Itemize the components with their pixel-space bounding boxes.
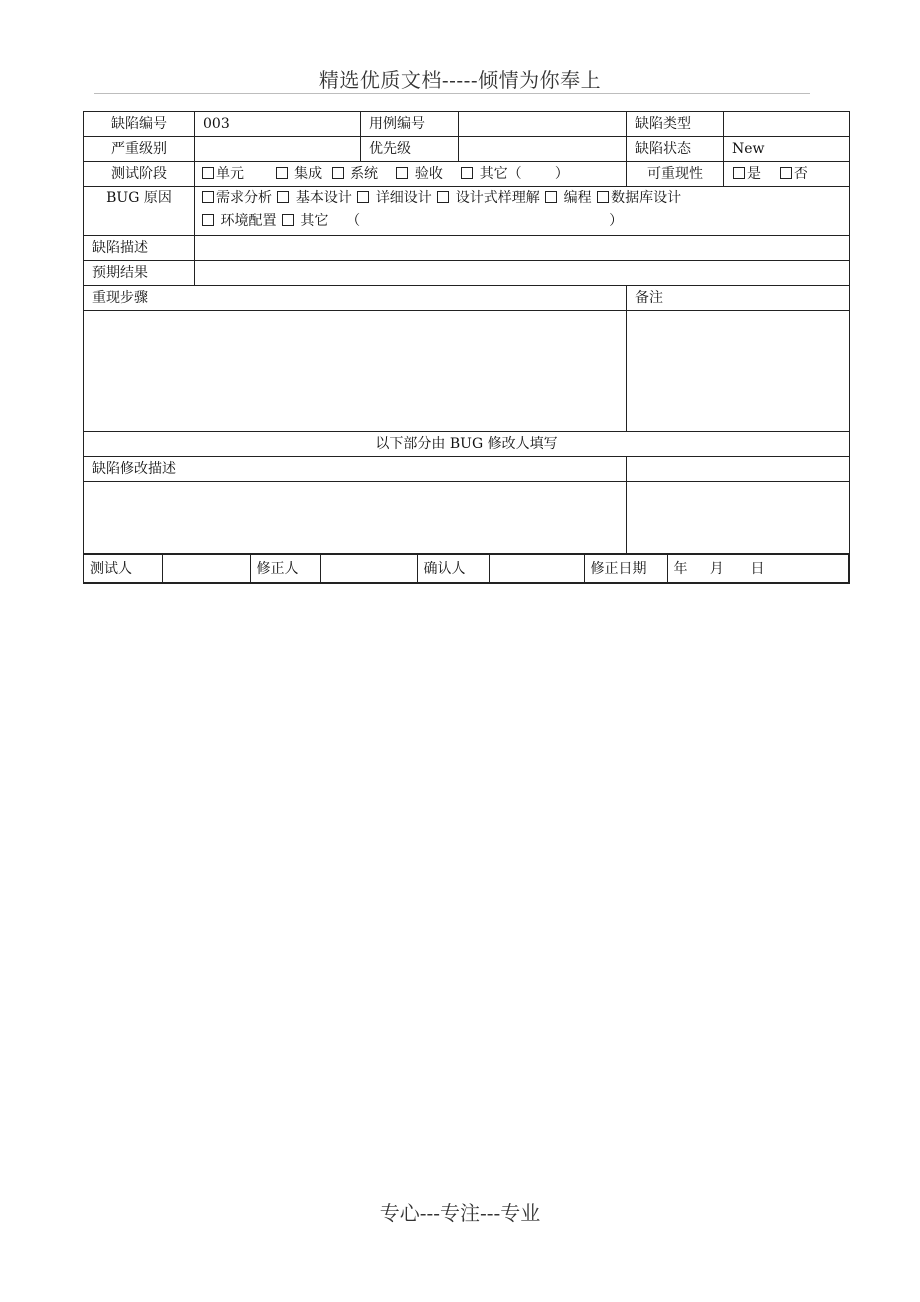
confirmer-label: 确认人 [417, 555, 489, 583]
checkbox-icon [545, 191, 557, 203]
row-test-stage [84, 162, 850, 187]
case-no-label: 用例编号 [361, 112, 459, 137]
case-no-field[interactable] [459, 112, 627, 137]
fix-desc-label: 缺陷修改描述 [84, 457, 627, 482]
checkbox-icon [276, 167, 288, 179]
cause-spec-understanding[interactable]: 设计式样理解 [436, 190, 539, 206]
checkbox-icon [277, 191, 289, 203]
checkbox-icon [202, 167, 214, 179]
checkbox-icon [332, 167, 344, 179]
stage-system[interactable]: 系统 [331, 166, 380, 182]
fix-remarks-header [627, 457, 850, 482]
checkbox-icon [461, 167, 473, 179]
checkbox-icon [733, 167, 745, 179]
header-rule [94, 93, 810, 94]
fix-date-label: 修正日期 [584, 555, 667, 583]
row-steps-header [84, 286, 850, 311]
fix-desc-field[interactable] [84, 482, 627, 554]
defect-type-field[interactable] [724, 112, 850, 137]
page-footer: 专心---专注---专业 [379, 1201, 541, 1225]
confirmer-field[interactable] [489, 555, 584, 583]
checkbox-icon [282, 214, 294, 226]
checkbox-icon [202, 191, 214, 203]
checkbox-icon [597, 191, 609, 203]
priority-label: 优先级 [361, 137, 459, 162]
row-description [84, 236, 850, 261]
defect-report-form [83, 111, 850, 584]
repro-no[interactable]: 否 [779, 166, 808, 182]
checkbox-icon [396, 167, 408, 179]
repro-options [724, 162, 850, 187]
defect-type-label: 缺陷类型 [627, 112, 724, 137]
row-expected [84, 261, 850, 286]
cause-other-open: （ [346, 213, 361, 229]
stage-other[interactable]: 其它（ ） [460, 166, 571, 182]
row-fix-body [84, 482, 850, 554]
remarks-field[interactable] [627, 311, 850, 432]
tester-field[interactable] [162, 555, 250, 583]
description-label: 缺陷描述 [84, 236, 195, 261]
severity-field[interactable] [195, 137, 361, 162]
expected-field[interactable] [195, 261, 850, 286]
checkbox-icon [437, 191, 449, 203]
row-section-note [84, 432, 850, 457]
steps-label: 重现步骤 [84, 286, 627, 311]
repro-label: 可重现性 [627, 162, 724, 187]
defect-no-label: 缺陷编号 [84, 112, 195, 137]
cause-other[interactable]: 其它 [281, 213, 328, 229]
row-fix-header [84, 457, 850, 482]
date-year: 年 [673, 560, 688, 577]
checkbox-icon [357, 191, 369, 203]
fixer-field[interactable] [320, 555, 417, 583]
checkbox-icon [202, 214, 214, 226]
cause-environment[interactable]: 环境配置 [201, 213, 276, 229]
row-bug-cause [84, 187, 850, 236]
test-stage-options [195, 162, 627, 187]
cause-detailed-design[interactable]: 详细设计 [356, 190, 431, 206]
page-header: 精选优质文档-----倾情为你奉上 [318, 68, 602, 92]
signature-row [84, 554, 849, 583]
fix-date-field[interactable] [667, 555, 849, 583]
section-note: 以下部分由 BUG 修改人填写 [84, 432, 850, 457]
steps-field[interactable] [84, 311, 627, 432]
remarks-label: 备注 [627, 286, 850, 311]
date-day: 日 [750, 560, 765, 577]
bug-cause-label: BUG 原因 [84, 187, 195, 236]
cause-other-close: ） [609, 213, 624, 229]
stage-acceptance[interactable]: 验收 [395, 166, 444, 182]
bug-cause-options [195, 187, 850, 236]
cause-requirements[interactable]: 需求分析 [201, 190, 272, 206]
row-steps-body [84, 311, 850, 432]
fix-remarks-field[interactable] [627, 482, 850, 554]
row-severity [84, 137, 850, 162]
cause-coding[interactable]: 编程 [544, 190, 591, 206]
repro-yes[interactable]: 是 [732, 166, 761, 182]
stage-integration[interactable]: 集成 [275, 166, 324, 182]
checkbox-icon [780, 167, 792, 179]
date-month: 月 [709, 560, 724, 577]
test-stage-label: 测试阶段 [84, 162, 195, 187]
stage-unit[interactable]: 单元 [201, 166, 246, 182]
row-signatures [84, 554, 850, 584]
status-label: 缺陷状态 [627, 137, 724, 162]
status-field[interactable]: New [724, 137, 850, 162]
defect-no-field[interactable]: 003 [195, 112, 361, 137]
cause-basic-design[interactable]: 基本设计 [276, 190, 351, 206]
description-field[interactable] [195, 236, 850, 261]
priority-field[interactable] [459, 137, 627, 162]
tester-label: 测试人 [84, 555, 162, 583]
severity-label: 严重级别 [84, 137, 195, 162]
row-defect-no [84, 112, 850, 137]
fixer-label: 修正人 [250, 555, 320, 583]
expected-label: 预期结果 [84, 261, 195, 286]
cause-database-design[interactable]: 数据库设计 [596, 190, 681, 206]
